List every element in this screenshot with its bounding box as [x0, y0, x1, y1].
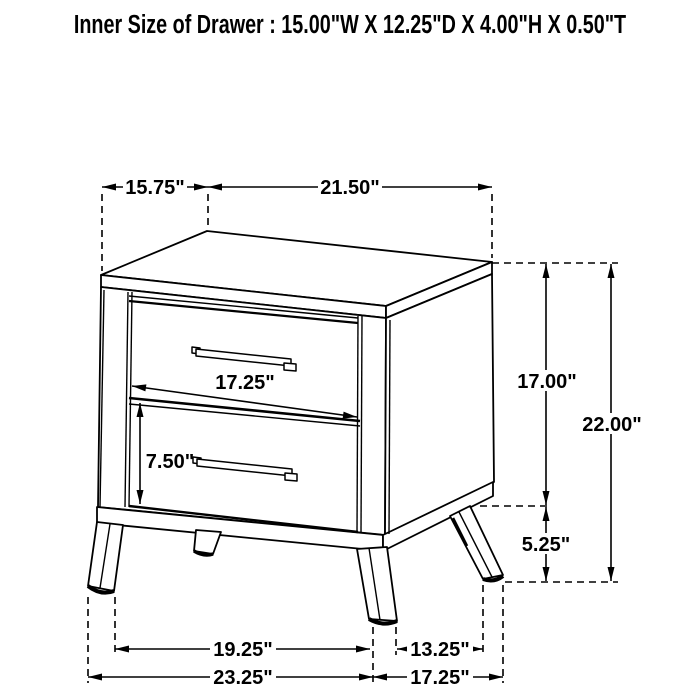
- dim-side-feet-inner-depth: 13.25": [410, 639, 470, 661]
- dim-drawer-front-width: 17.25": [215, 372, 275, 394]
- page-title: Inner Size of Drawer : 15.00"W X 12.25"D X 4.00"H X 0.50"T: [73, 9, 627, 39]
- dim-front-feet-outer-width: 23.25": [213, 667, 273, 689]
- front-right-leg: [357, 547, 397, 624]
- dim-top-width: 21.50": [320, 177, 380, 199]
- dim-side-feet-outer-depth: 17.25": [410, 667, 470, 689]
- dim-cabinet-body-height: 17.00": [517, 371, 577, 393]
- front-left-leg: [88, 522, 123, 593]
- dim-front-feet-inner-width: 19.25": [213, 639, 273, 661]
- nightstand-body: [97, 231, 494, 551]
- dim-top-depth: 15.75": [125, 177, 185, 199]
- back-left-leg: [194, 530, 221, 555]
- back-right-leg: [450, 506, 503, 580]
- dim-leg-height: 5.25": [521, 534, 571, 556]
- dim-lower-drawer-height: 7.50": [145, 451, 195, 473]
- dim-overall-height: 22.00": [582, 414, 642, 436]
